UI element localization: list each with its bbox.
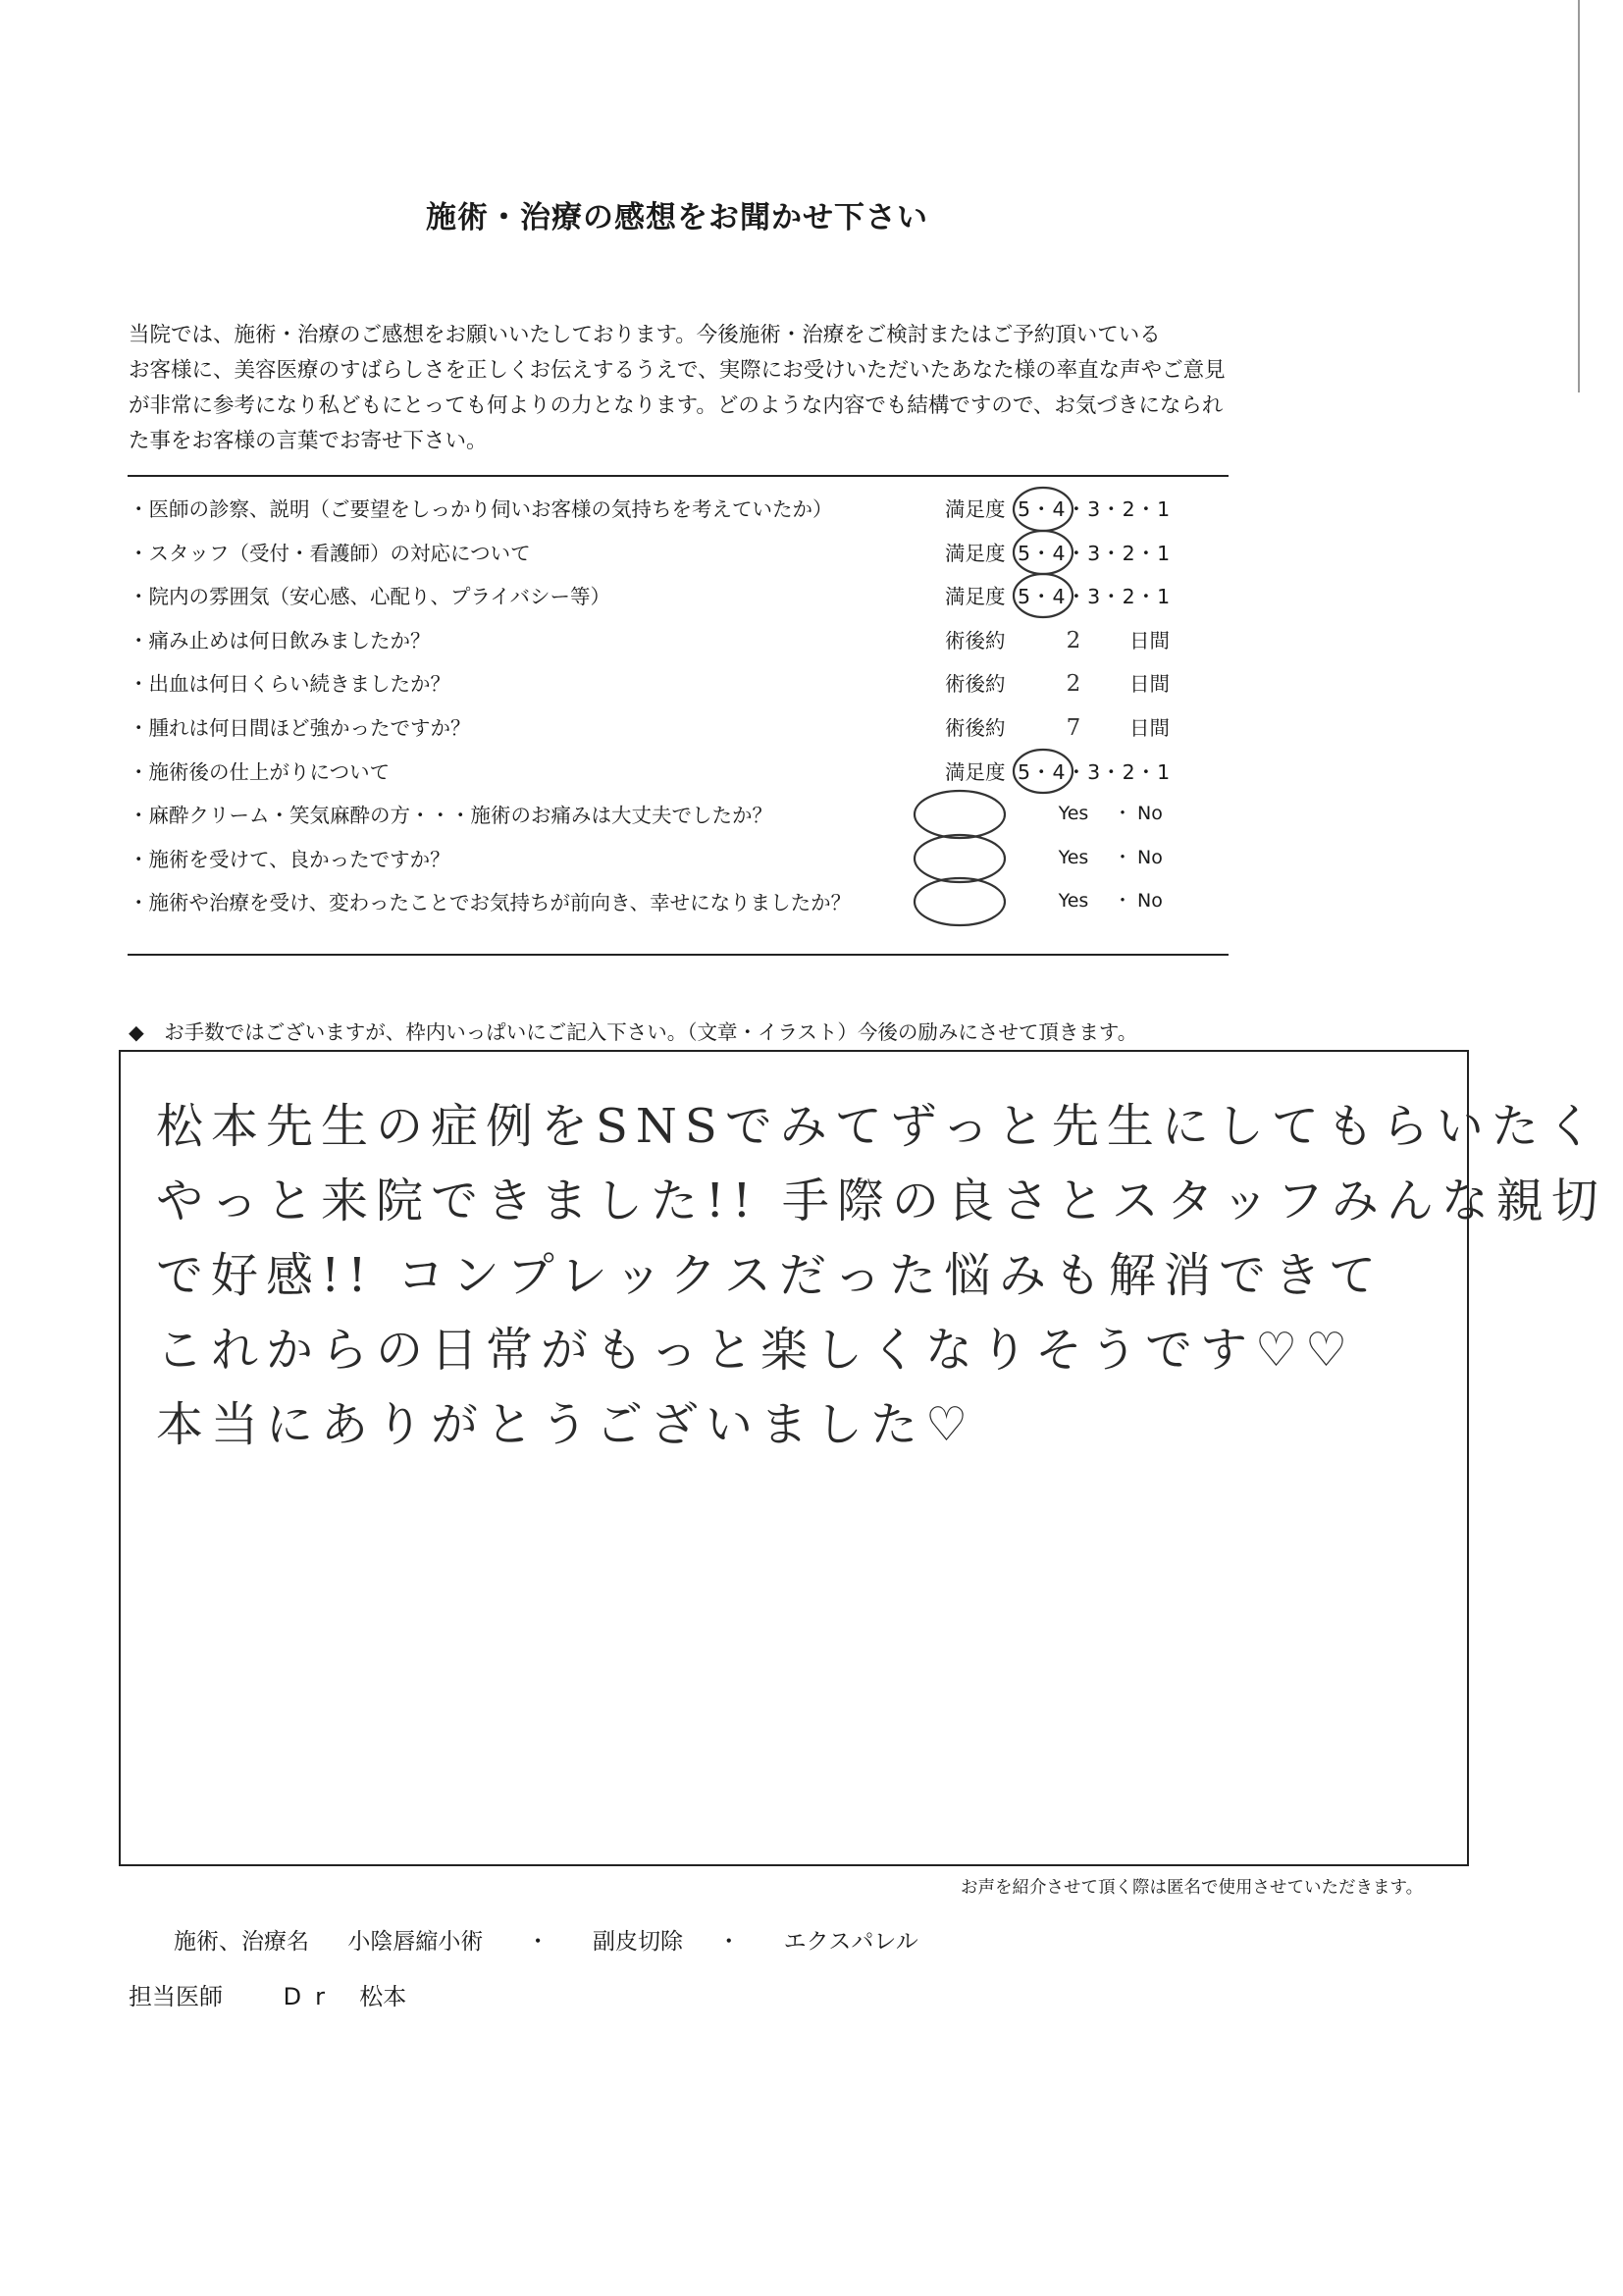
rating-scale[interactable]: 5・4・3・2・1 [1018, 585, 1172, 609]
days-label: 術後約 [945, 715, 1006, 740]
question-text: ・医師の診察、説明（ご要望をしっかり伺いお客様の気持ちを考えていたか） [129, 497, 833, 521]
comment-line: やっと来院できました!! 手際の良さとスタッフみんな親切 [156, 1174, 1606, 1228]
question-text: ・出血は何日くらい続きましたか？ [129, 672, 450, 697]
comment-box[interactable] [119, 1050, 1606, 1866]
treatment-info [174, 1923, 918, 1956]
yes-option[interactable]: Yes [1058, 803, 1089, 825]
handwritten-days-value[interactable]: 2 [1066, 627, 1081, 653]
comment-line: これからの日常がもっと楽しくなりそうです♡♡ [156, 1323, 1356, 1378]
rating-scale[interactable]: 5・4・3・2・1 [1018, 497, 1172, 521]
satisfaction-label: 満足度 [945, 497, 1006, 521]
question-row [129, 841, 1237, 885]
handwritten-comment [156, 1089, 1606, 1462]
question-row [129, 665, 1237, 709]
yes-option[interactable]: Yes [1058, 846, 1089, 868]
treatment-item: 副皮切除 [592, 1929, 683, 1955]
question-text: ・施術後の仕上がりについて [129, 759, 391, 784]
intro-line: た事をお客様の言葉でお寄せ下さい。 [129, 429, 488, 453]
satisfaction-response [945, 537, 1171, 566]
page-title: 施術・治療の感想をお聞かせ下さい [426, 200, 928, 235]
treatment-item: 小陰唇縮小術 [347, 1929, 484, 1955]
question-text: ・院内の雰囲気（安心感、心配り、プライバシー等） [129, 585, 610, 609]
handwritten-days-value[interactable]: 7 [1066, 714, 1081, 741]
satisfaction-response [945, 580, 1171, 609]
question-text: ・腫れは何日間ほど強かったですか？ [129, 715, 471, 740]
intro-line: 当院では、施術・治療のご感想をお願いいたしております。今後施術・治療をご検討またはご予約頂いている [129, 323, 1161, 347]
question-row [129, 491, 1237, 535]
yes-option[interactable]: Yes [1058, 890, 1089, 913]
intro-paragraph [129, 318, 1237, 459]
days-response [945, 624, 1170, 653]
doctor-info [129, 1977, 406, 2011]
question-row [129, 754, 1237, 798]
question-row [129, 884, 1237, 928]
scan-edge-line [1578, 0, 1580, 392]
satisfaction-response [945, 493, 1171, 522]
yes-no-response [1039, 886, 1163, 913]
rating-scale[interactable]: 5・4・3・2・1 [1018, 541, 1172, 565]
treatment-separator: ・ [717, 1929, 741, 1955]
days-unit: 日間 [1129, 715, 1170, 740]
comment-prompt: ◆ お手数ではございますが、枠内いっぱいにご記入下さい。（文章・イラスト）今後の励みにさせて頂きます。 [129, 1020, 1138, 1044]
doctor-prefix: Dr [283, 1983, 339, 2010]
treatment-separator: ・ [526, 1929, 550, 1955]
question-text: ・痛み止めは何日飲みましたか？ [129, 628, 431, 652]
no-option[interactable]: No [1137, 890, 1163, 913]
question-row [129, 578, 1237, 622]
no-option[interactable]: No [1137, 803, 1163, 825]
question-row [129, 535, 1237, 579]
option-separator: ・ [1113, 890, 1132, 913]
days-label: 術後約 [945, 672, 1006, 697]
treatment-item: エクスパレル [783, 1929, 918, 1955]
question-text: ・スタッフ（受付・看護師）の対応について [129, 541, 531, 565]
comment-line: で好感!! コンプレックスだった悩みも解消できて [156, 1248, 1384, 1303]
treatment-label: 施術、治療名 [174, 1929, 309, 1955]
questionnaire [129, 491, 1237, 928]
question-row [129, 709, 1237, 754]
days-unit: 日間 [1129, 628, 1170, 652]
anonymity-note: お声を紹介させて頂く際は匿名で使用させていただきます。 [961, 1878, 1424, 1898]
question-row [129, 797, 1237, 841]
no-option[interactable]: No [1137, 846, 1163, 868]
comment-line: 本当にありがとうございました♡ [156, 1397, 976, 1452]
doctor-label: 担当医師 [129, 1983, 223, 2010]
days-response [945, 711, 1170, 741]
option-separator: ・ [1113, 803, 1132, 825]
question-text: ・施術や治療を受け、変わったことでお気持ちが前向き、幸せになりましたか？ [129, 891, 852, 915]
satisfaction-label: 満足度 [945, 759, 1006, 784]
intro-line: が非常に参考になり私どもにとっても何よりの力となります。どのような内容でも結構ですので、お気づきになられ [129, 393, 1224, 418]
days-response [945, 667, 1170, 697]
divider-bottom [128, 954, 1229, 956]
divider-top [128, 475, 1229, 477]
days-unit: 日間 [1129, 672, 1170, 697]
satisfaction-response [945, 756, 1171, 785]
question-text: ・麻酔クリーム・笑気麻酔の方・・・施術のお痛みは大丈夫でしたか？ [129, 804, 772, 828]
option-separator: ・ [1113, 846, 1132, 868]
comment-line: 松本先生の症例をSNSでみてずっと先生にしてもらいたく [156, 1099, 1601, 1154]
doctor-name: 松本 [359, 1983, 407, 2010]
question-text: ・施術を受けて、良かったですか？ [129, 847, 450, 871]
days-label: 術後約 [945, 628, 1006, 652]
satisfaction-label: 満足度 [945, 585, 1006, 609]
satisfaction-label: 満足度 [945, 541, 1006, 565]
yes-no-response [1039, 843, 1163, 869]
question-row [129, 622, 1237, 666]
yes-no-response [1039, 799, 1163, 825]
rating-scale[interactable]: 5・4・3・2・1 [1018, 759, 1172, 784]
intro-line: お客様に、美容医療のすばらしさを正しくお伝えするうえで、実際にお受けいただいたあなた様の率直な声やご意見 [129, 358, 1226, 383]
handwritten-days-value[interactable]: 2 [1066, 671, 1081, 698]
